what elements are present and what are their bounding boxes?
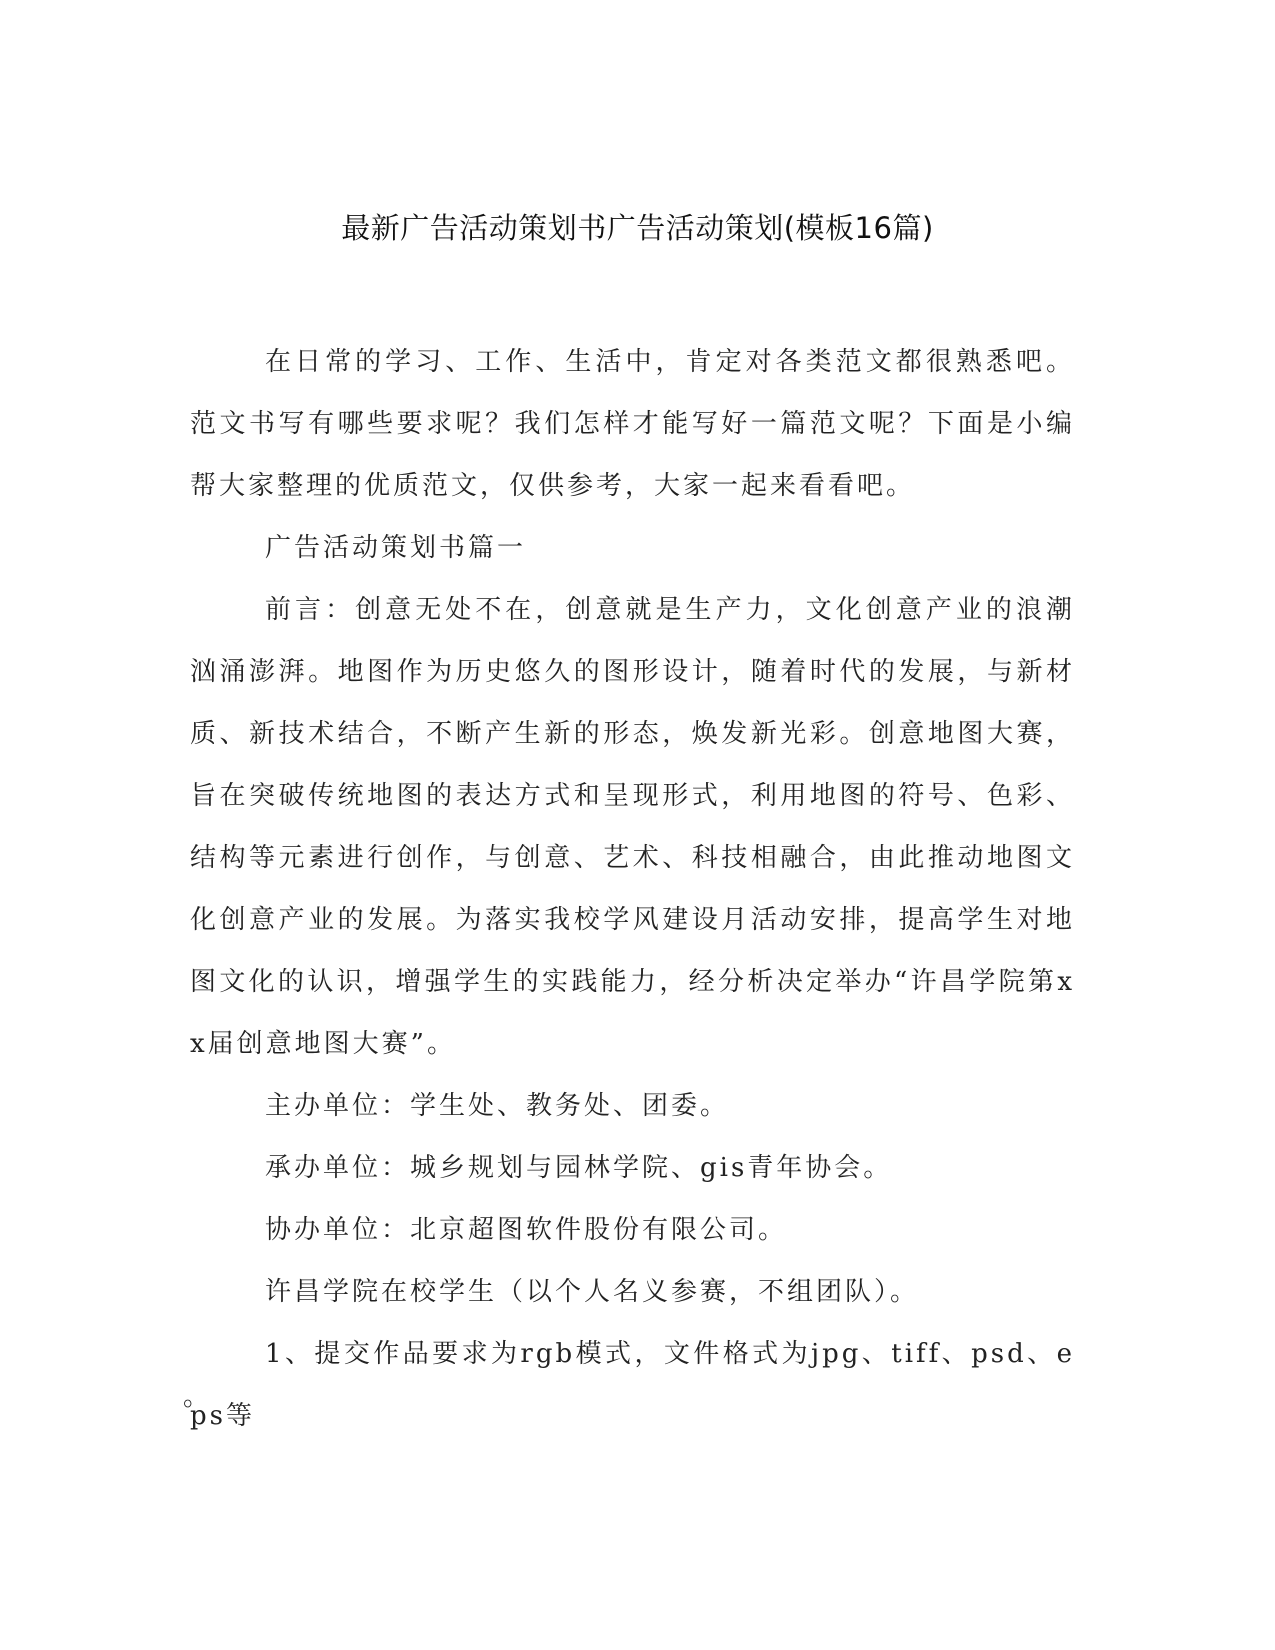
- participants-line: 许昌学院在校学生（以个人名义参赛，不组团队）。: [265, 1277, 920, 1307]
- preface-paragraph: 前言：创意无处不在，创意就是生产力，文化创意产业的浪潮汹涌澎湃。地图作为历史悠久的图形设计，随着时代的发展，与新材质、新技术结合，不断产生新的形态，焕发新光彩。创意地图大赛，旨在突破传统地图的表达方式和呈现形式，利用地图的符号、色彩、结构等元素进行创作，与创意、艺术、科技相融合，由此推动地图文化创意产业的发展。为落实我校学风建设月活动安排，提高学生对地图文化的认识，增强学生的实践能力，经分析决定举办“许昌学院第xx届创意地图大赛”。: [190, 595, 1075, 1059]
- trailing-punctuation: 。: [183, 1382, 210, 1412]
- document-body: [190, 331, 1075, 1447]
- intro-paragraph: 在日常的学习、工作、生活中，肯定对各类范文都很熟悉吧。范文书写有哪些要求呢？我们怎样才能写好一篇范文呢？下面是小编帮大家整理的优质范文，仅供参考，大家一起来看看吧。: [190, 347, 1075, 501]
- host-line: 承办单位：城乡规划与园林学院、gis青年协会。: [265, 1153, 893, 1183]
- organizer-line: 主办单位：学生处、教务处、团委。: [265, 1091, 730, 1121]
- section-heading: 广告活动策划书篇一: [265, 533, 527, 563]
- document-title: 最新广告活动策划书广告活动策划(模板16篇): [341, 211, 934, 245]
- requirement-item-1: 1、提交作品要求为rgb模式，文件格式为jpg、tiff、psd、eps等: [190, 1339, 1075, 1431]
- co-organizer-line: 协办单位：北京超图软件股份有限公司。: [265, 1215, 788, 1245]
